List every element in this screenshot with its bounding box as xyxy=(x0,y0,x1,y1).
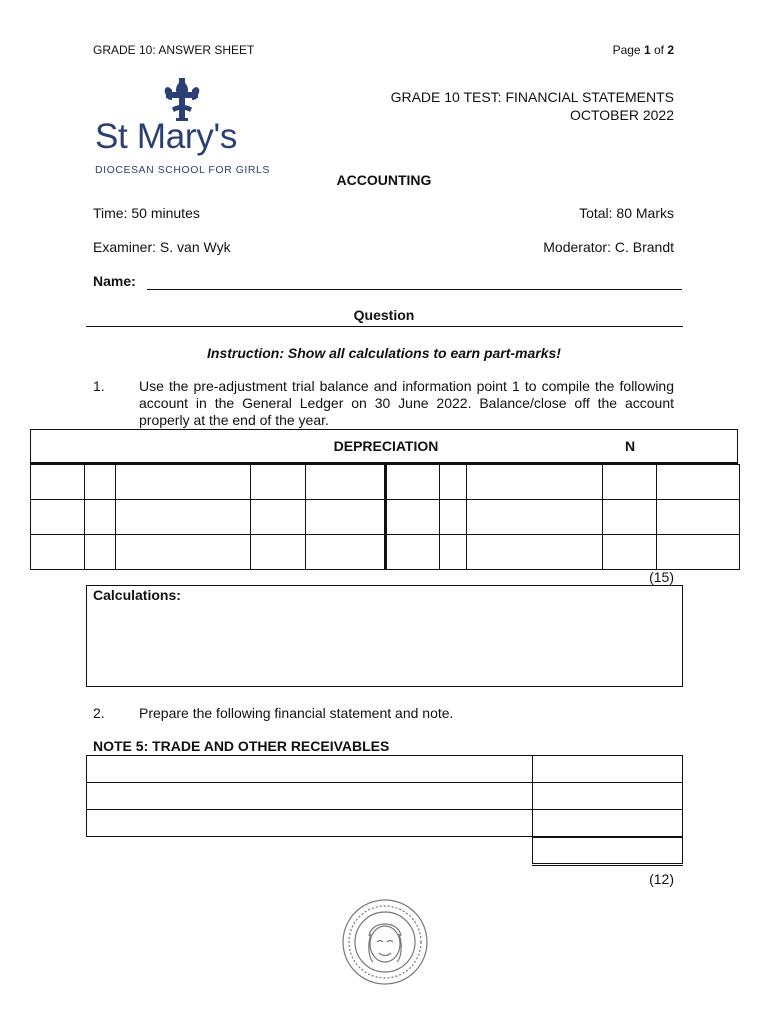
note-cell-description[interactable] xyxy=(87,756,533,783)
time-label: Time: 50 minutes xyxy=(93,205,200,221)
logo-name: St Mary's xyxy=(95,117,238,156)
ledger-cell[interactable] xyxy=(657,535,740,570)
note-total-amount[interactable] xyxy=(533,837,683,865)
ledger-cell[interactable] xyxy=(31,465,85,500)
question-2-marks: (12) xyxy=(649,871,674,887)
ledger-folio: N xyxy=(625,438,636,454)
ledger-cell[interactable] xyxy=(115,500,250,535)
ledger-cell[interactable] xyxy=(467,535,603,570)
test-title-block xyxy=(391,88,674,124)
ledger-cell[interactable] xyxy=(467,465,603,500)
question-1-number: 1. xyxy=(93,378,105,394)
section-divider xyxy=(86,326,683,327)
ledger-cell[interactable] xyxy=(250,535,305,570)
note-cell-amount[interactable] xyxy=(533,783,683,810)
ledger-cell[interactable] xyxy=(250,465,305,500)
name-field-line[interactable] xyxy=(147,289,682,290)
ledger-cell[interactable] xyxy=(84,465,115,500)
ledger-cell[interactable] xyxy=(305,465,386,500)
question-1-text: Use the pre-adjustment trial balance and information point 1 to compile the following account in the General Ledger on 30 June 2022. Balance/close off the account properly at the end of the year. xyxy=(139,378,674,428)
ledger-cell[interactable] xyxy=(603,500,657,535)
ledger-cell[interactable] xyxy=(467,500,603,535)
question-2-number: 2. xyxy=(93,705,105,721)
calculations-label: Calculations: xyxy=(93,587,181,603)
ledger-row xyxy=(31,465,740,500)
school-seal-icon xyxy=(341,898,429,986)
question-1-marks: (15) xyxy=(649,569,674,585)
note-row xyxy=(87,810,683,837)
section-title: Question xyxy=(353,307,415,323)
ledger-header xyxy=(30,429,738,465)
ledger-cell[interactable] xyxy=(440,465,467,500)
note-row xyxy=(87,756,683,783)
ledger-cell[interactable] xyxy=(115,535,250,570)
test-title: GRADE 10 TEST: FINANCIAL STATEMENTS xyxy=(390,89,674,105)
subject-heading: ACCOUNTING xyxy=(336,172,432,188)
note-total-row xyxy=(87,837,683,865)
note-total-spacer xyxy=(87,837,533,865)
ledger-cell[interactable] xyxy=(305,500,386,535)
ledger-row xyxy=(31,535,740,570)
ledger-cell[interactable] xyxy=(84,535,115,570)
note-cell-description[interactable] xyxy=(87,810,533,837)
header-left: GRADE 10: ANSWER SHEET xyxy=(93,43,255,57)
logo-subtitle: DIOCESAN SCHOOL FOR GIRLS xyxy=(95,164,270,176)
ledger-cell[interactable] xyxy=(250,500,305,535)
ledger-grid xyxy=(30,464,740,570)
page-label: Page xyxy=(612,43,644,57)
ledger-account xyxy=(30,429,738,570)
moderator-label: Moderator: C. Brandt xyxy=(543,239,674,255)
ledger-cell[interactable] xyxy=(386,465,440,500)
ledger-row xyxy=(31,500,740,535)
note-title: NOTE 5: TRADE AND OTHER RECEIVABLES xyxy=(93,738,390,754)
ledger-cell[interactable] xyxy=(440,500,467,535)
note-table xyxy=(86,755,683,866)
note-row xyxy=(87,783,683,810)
ledger-title: DEPRECIATION xyxy=(333,438,439,454)
ledger-cell[interactable] xyxy=(603,535,657,570)
examiner-label: Examiner: S. van Wyk xyxy=(93,239,231,255)
note-cell-amount[interactable] xyxy=(533,756,683,783)
question-2-text: Prepare the following financial statement and note. xyxy=(139,705,454,721)
ledger-cell[interactable] xyxy=(115,465,250,500)
ledger-cell[interactable] xyxy=(657,465,740,500)
ledger-cell[interactable] xyxy=(31,535,85,570)
total-marks-label: Total: 80 Marks xyxy=(579,205,674,221)
ledger-cell[interactable] xyxy=(440,535,467,570)
calculations-box[interactable] xyxy=(86,585,683,687)
page-total: 2 xyxy=(667,43,674,57)
ledger-cell[interactable] xyxy=(386,535,440,570)
page-number xyxy=(613,43,674,57)
note-cell-description[interactable] xyxy=(87,783,533,810)
page-current: 1 xyxy=(643,43,651,57)
page-of: of xyxy=(650,43,668,57)
note-cell-amount[interactable] xyxy=(533,810,683,837)
name-label: Name: xyxy=(93,273,136,289)
instruction-text: Instruction: Show all calculations to earn part-marks! xyxy=(207,345,561,361)
ledger-cell[interactable] xyxy=(305,535,386,570)
ledger-cell[interactable] xyxy=(84,500,115,535)
ledger-cell[interactable] xyxy=(386,500,440,535)
ledger-cell[interactable] xyxy=(657,500,740,535)
ledger-cell[interactable] xyxy=(603,465,657,500)
test-date: OCTOBER 2022 xyxy=(569,107,674,123)
ledger-cell[interactable] xyxy=(31,500,85,535)
